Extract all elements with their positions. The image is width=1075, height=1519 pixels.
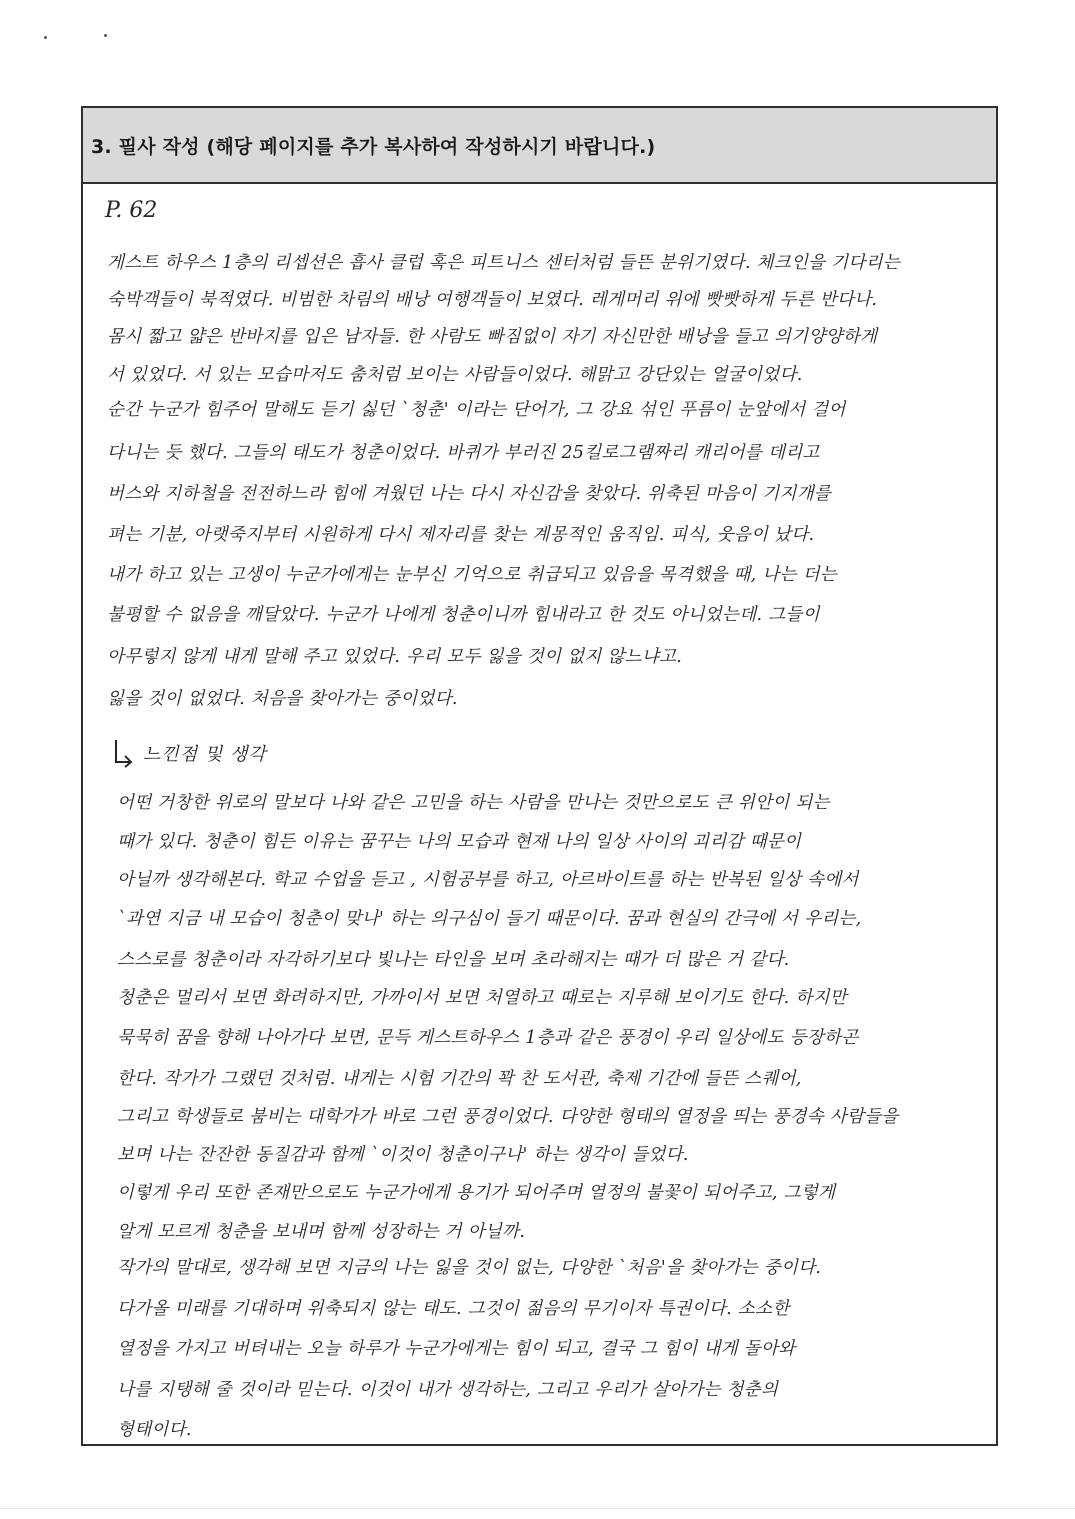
reflection-line: 이렇게 우리 또한 존재만으로도 누군가에게 용기가 되어주며 열정의 불꽃이 되어주고, 그렇게 <box>117 1183 836 1203</box>
reflection-line: `과연 지금 내 모습이 청춘이 맞나' 하는 의구심이 들기 때문이다. 꿈과 현실의 간극에 서 우리는, <box>117 909 862 929</box>
transcription-line: 불평할 수 없음을 깨달았다. 누군가 나에게 청춘이니까 힘내라고 한 것도 아니었는데. 그들이 <box>107 605 820 625</box>
transcription-line: 게스트 하우스 1층의 리셉션은 흡사 클럽 혹은 피트니스 센터처럼 들뜬 분위기였다. 체크인을 기다리는 <box>107 253 901 273</box>
reflection-line: 청춘은 멀리서 보면 화려하지만, 가까이서 보면 처열하고 때로는 지루해 보이기도 한다. 하지만 <box>117 988 848 1008</box>
reflection-line: 알게 모르게 청춘을 보내며 함께 성장하는 거 아닐까. <box>117 1222 526 1242</box>
transcription-line: 순간 누군가 힘주어 말해도 듣기 싫던 `청춘' 이라는 단어가, 그 강요 섞인 푸름이 눈앞에서 걸어 <box>107 400 846 420</box>
reflection-line: 보며 나는 잔잔한 동질감과 함께 `이것이 청춘이구나' 하는 생각이 들었다. <box>117 1145 689 1165</box>
transcription-line: 아무렇지 않게 내게 말해 주고 있었다. 우리 모두 잃을 것이 없지 않느냐고. <box>107 647 683 667</box>
form-title: 3. 필사 작성 (해당 페이지를 추가 복사하여 작성하시기 바랍니다.) <box>91 135 656 158</box>
reflection-heading-text: 느낀점 및 생각 <box>143 744 267 765</box>
reflection-line: 작가의 말대로, 생각해 보면 지금의 나는 잃을 것이 없는, 다양한 `처음'을 찾아가는 중이다. <box>117 1258 822 1278</box>
reflection-line: 아닐까 생각해본다. 학교 수업을 듣고 , 시험공부를 하고, 아르바이트를 하는 반복된 일상 속에서 <box>117 870 859 890</box>
reflection-line: 형태이다. <box>117 1420 192 1440</box>
form-header <box>83 108 996 184</box>
page-reference: P. 62 <box>105 198 158 223</box>
transcription-line: 버스와 지하철을 전전하느라 힘에 겨웠던 나는 다시 자신감을 찾았다. 위축된 마음이 기지개를 <box>107 484 832 504</box>
transcription-line: 다니는 듯 했다. 그들의 태도가 청춘이었다. 바퀴가 부러진 25킬로그램짜리 캐리어를 데리고 <box>107 443 820 463</box>
transcription-line: 숙박객들이 북적였다. 비범한 차림의 배낭 여행객들이 보였다. 레게머리 위에 빳빳하게 두른 반다나. <box>107 290 878 310</box>
reflection-line: 한다. 작가가 그랬던 것처럼. 내게는 시험 기간의 꽉 찬 도서관, 축제 기간에 들뜬 스퀘어, <box>117 1069 802 1089</box>
reflection-line: 열정을 가지고 버텨내는 오늘 하루가 누군가에게는 힘이 되고, 결국 그 힘이 내게 돌아와 <box>117 1339 796 1359</box>
transcription-line: 몸시 짧고 얇은 반바지를 입은 남자들. 한 사람도 빠짐없이 자기 자신만한 배낭을 들고 의기양양하게 <box>107 327 878 347</box>
reflection-line: 스스로를 청춘이라 자각하기보다 빛나는 타인을 보며 초라해지는 때가 더 많은 거 같다. <box>117 950 790 970</box>
reflection-heading <box>111 738 267 768</box>
scan-speck <box>44 36 47 39</box>
reflection-line: 어떤 거창한 위로의 말보다 나와 같은 고민을 하는 사람을 만나는 것만으로도 큰 위안이 되는 <box>117 793 830 813</box>
transcription-line: 내가 하고 있는 고생이 누군가에게는 눈부신 기억으로 취급되고 있음을 목격했을 때, 나는 더는 <box>107 565 838 585</box>
reflection-line: 때가 있다. 청춘이 힘든 이유는 꿈꾸는 나의 모습과 현재 나의 일상 사이의 괴리감 때문이 <box>117 832 802 852</box>
transcription-form <box>81 106 998 1446</box>
form-content <box>83 186 996 1444</box>
reflection-line: 묵묵히 꿈을 향해 나아가다 보면, 문득 게스트하우스 1층과 같은 풍경이 우리 일상에도 등장하곤 <box>117 1028 859 1048</box>
reflection-line: 그리고 학생들로 붐비는 대학가가 바로 그런 풍경이었다. 다양한 형태의 열정을 띄는 풍경속 사람들을 <box>117 1107 899 1127</box>
hook-arrow-icon <box>111 738 135 768</box>
transcription-line: 서 있었다. 서 있는 모습마저도 춤처럼 보이는 사람들이었다. 해맑고 강단있는 얼굴이었다. <box>107 365 803 385</box>
scan-speck <box>104 34 107 37</box>
reflection-line: 나를 지탱해 줄 것이라 믿는다. 이것이 내가 생각하는, 그리고 우리가 살아가는 청춘의 <box>117 1380 779 1400</box>
page-footer-rule <box>0 1508 1075 1509</box>
transcription-line: 펴는 기분, 아랫죽지부터 시원하게 다시 제자리를 찾는 계몽적인 움직임. 피식, 웃음이 났다. <box>107 525 815 545</box>
reflection-line: 다가올 미래를 기대하며 위축되지 않는 태도. 그것이 젊음의 무기이자 특권이다. 소소한 <box>117 1299 790 1319</box>
transcription-line: 잃을 것이 없었다. 처음을 찾아가는 중이었다. <box>107 689 458 709</box>
